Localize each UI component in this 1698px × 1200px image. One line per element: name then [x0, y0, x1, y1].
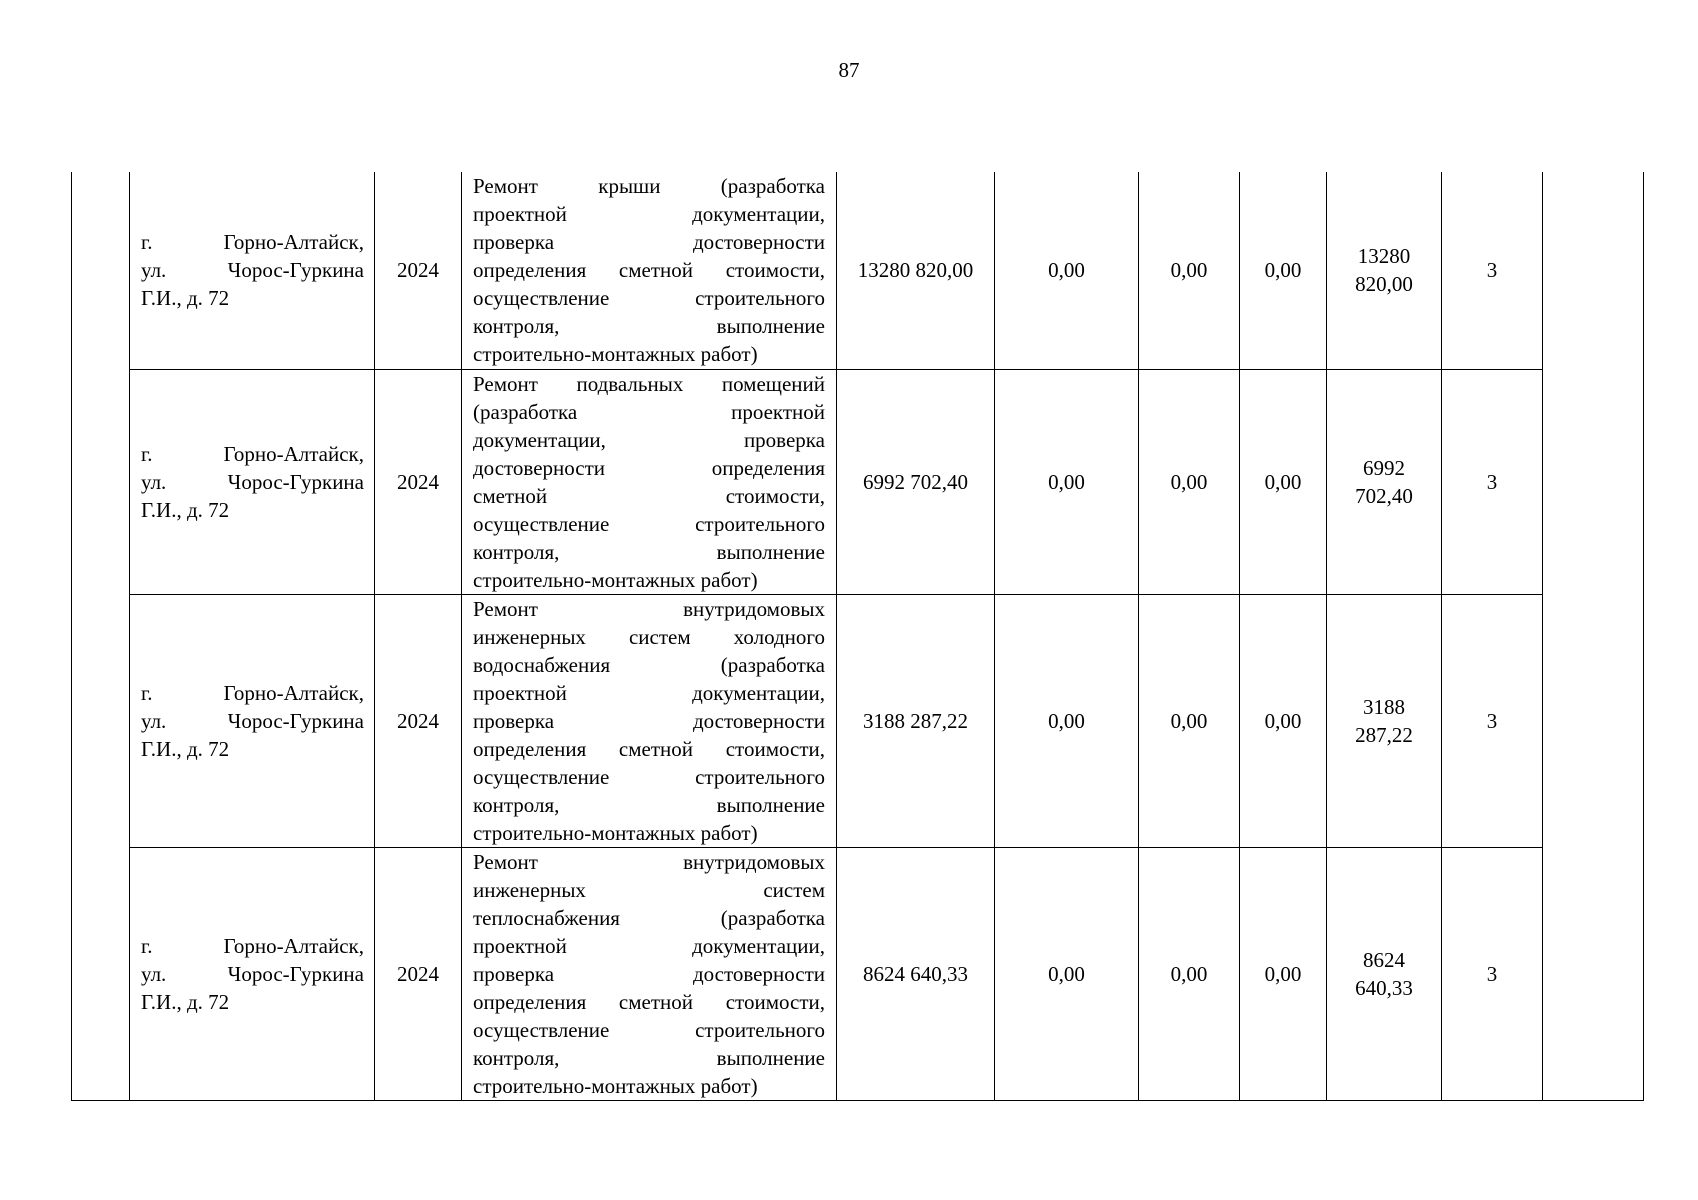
- owners-funds-cell: [1327, 172, 1442, 369]
- work-line: осуществление строительного: [473, 1017, 825, 1042]
- address-line: г. Горно-Алтайск,: [141, 230, 364, 255]
- work-line: контроля, выполнение: [473, 792, 825, 817]
- work-line: документации, проверка: [473, 427, 825, 452]
- work-line: проектной документации,: [473, 202, 825, 227]
- work-line: определения сметной стоимости,: [473, 258, 825, 283]
- table-row: [72, 594, 1644, 847]
- fund-cell: 0,00: [995, 594, 1139, 847]
- local-budget-cell: 0,00: [1240, 594, 1327, 847]
- method-cell: 3: [1442, 369, 1543, 594]
- region-budget-cell: 0,00: [1139, 369, 1240, 594]
- method-cell: 3: [1442, 172, 1543, 369]
- region-budget-cell: 0,00: [1139, 172, 1240, 369]
- work-line: строительно-монтажных работ): [473, 820, 758, 845]
- owners-funds-line: 640,33: [1355, 975, 1413, 1000]
- region-budget-cell: 0,00: [1139, 594, 1240, 847]
- fund-cell: 0,00: [995, 172, 1139, 369]
- work-line: контроля, выполнение: [473, 1045, 825, 1070]
- address-line: ул. Чорос-Гуркина: [141, 708, 364, 733]
- work-line: осуществление строительного: [473, 511, 825, 536]
- work-line: контроля, выполнение: [473, 539, 825, 564]
- work-line: осуществление строительного: [473, 286, 825, 311]
- local-budget-cell: 0,00: [1240, 172, 1327, 369]
- work-line: проектной документации,: [473, 680, 825, 705]
- owners-funds-line: 13280: [1357, 244, 1411, 269]
- work-line: инженерных систем: [473, 877, 825, 902]
- table-row: [72, 369, 1644, 594]
- year-cell: 2024: [375, 847, 462, 1100]
- work-line: теплоснабжения (разработка: [473, 905, 825, 930]
- work-line: проверка достоверности: [473, 961, 825, 986]
- address-line: ул. Чорос-Гуркина: [141, 961, 364, 986]
- work-description-cell: [462, 594, 837, 847]
- work-line: строительно-монтажных работ): [473, 1073, 758, 1098]
- work-line: определения сметной стоимости,: [473, 736, 825, 761]
- work-line: строительно-монтажных работ): [473, 342, 758, 367]
- total-cost-cell: 8624 640,33: [837, 847, 995, 1100]
- local-budget-cell: 0,00: [1240, 847, 1327, 1100]
- total-cost-cell: 3188 287,22: [837, 594, 995, 847]
- total-cost-cell: 6992 702,40: [837, 369, 995, 594]
- address-cell: [130, 369, 375, 594]
- owners-funds-line: 3188: [1363, 694, 1405, 719]
- address-cell: [130, 847, 375, 1100]
- work-line: осуществление строительного: [473, 764, 825, 789]
- table-row: [72, 847, 1644, 1100]
- row-number-cell: [72, 172, 130, 1100]
- work-line: Ремонт крыши (разработка: [473, 174, 825, 199]
- work-line: определения сметной стоимости,: [473, 989, 825, 1014]
- method-cell: 3: [1442, 847, 1543, 1100]
- work-line: контроля, выполнение: [473, 314, 825, 339]
- fund-cell: 0,00: [995, 369, 1139, 594]
- work-line: строительно-монтажных работ): [473, 567, 758, 592]
- total-cost-cell: 13280 820,00: [837, 172, 995, 369]
- work-line: проверка достоверности: [473, 230, 825, 255]
- page-number: 87: [838, 58, 860, 82]
- work-line: проверка достоверности: [473, 708, 825, 733]
- work-line: Ремонт подвальных помещений: [473, 371, 825, 396]
- owners-funds-line: 820,00: [1355, 272, 1413, 297]
- local-budget-cell: 0,00: [1240, 369, 1327, 594]
- work-line: сметной стоимости,: [473, 483, 825, 508]
- work-line: Ремонт внутридомовых: [473, 596, 825, 621]
- address-line: г. Горно-Алтайск,: [141, 441, 364, 466]
- work-description-cell: [462, 172, 837, 369]
- owners-funds-cell: [1327, 369, 1442, 594]
- owners-funds-cell: [1327, 594, 1442, 847]
- capital-repair-table: [71, 172, 1644, 1101]
- address-line: ул. Чорос-Гуркина: [141, 469, 364, 494]
- work-line: инженерных систем холодного: [473, 624, 825, 649]
- address-line: ул. Чорос-Гуркина: [141, 258, 364, 283]
- address-line: Г.И., д. 72: [141, 989, 230, 1014]
- address-cell: [130, 594, 375, 847]
- trailing-cell: [1543, 172, 1644, 1100]
- owners-funds-line: 6992: [1363, 455, 1405, 480]
- year-cell: 2024: [375, 369, 462, 594]
- address-line: г. Горно-Алтайск,: [141, 680, 364, 705]
- work-line: Ремонт внутридомовых: [473, 849, 825, 874]
- address-line: Г.И., д. 72: [141, 497, 230, 522]
- work-line: (разработка проектной: [473, 399, 825, 424]
- address-cell: [130, 172, 375, 369]
- year-cell: 2024: [375, 594, 462, 847]
- region-budget-cell: 0,00: [1139, 847, 1240, 1100]
- owners-funds-cell: [1327, 847, 1442, 1100]
- work-description-cell: [462, 369, 837, 594]
- address-line: Г.И., д. 72: [141, 736, 230, 761]
- method-cell: 3: [1442, 594, 1543, 847]
- work-line: водоснабжения (разработка: [473, 652, 825, 677]
- owners-funds-line: 8624: [1363, 947, 1405, 972]
- owners-funds-line: 287,22: [1355, 722, 1413, 747]
- work-line: проектной документации,: [473, 933, 825, 958]
- address-line: г. Горно-Алтайск,: [141, 933, 364, 958]
- fund-cell: 0,00: [995, 847, 1139, 1100]
- address-line: Г.И., д. 72: [141, 286, 230, 311]
- work-description-cell: [462, 847, 837, 1100]
- owners-funds-line: 702,40: [1355, 483, 1413, 508]
- table-row: [72, 172, 1644, 369]
- year-cell: 2024: [375, 172, 462, 369]
- work-line: достоверности определения: [473, 455, 825, 480]
